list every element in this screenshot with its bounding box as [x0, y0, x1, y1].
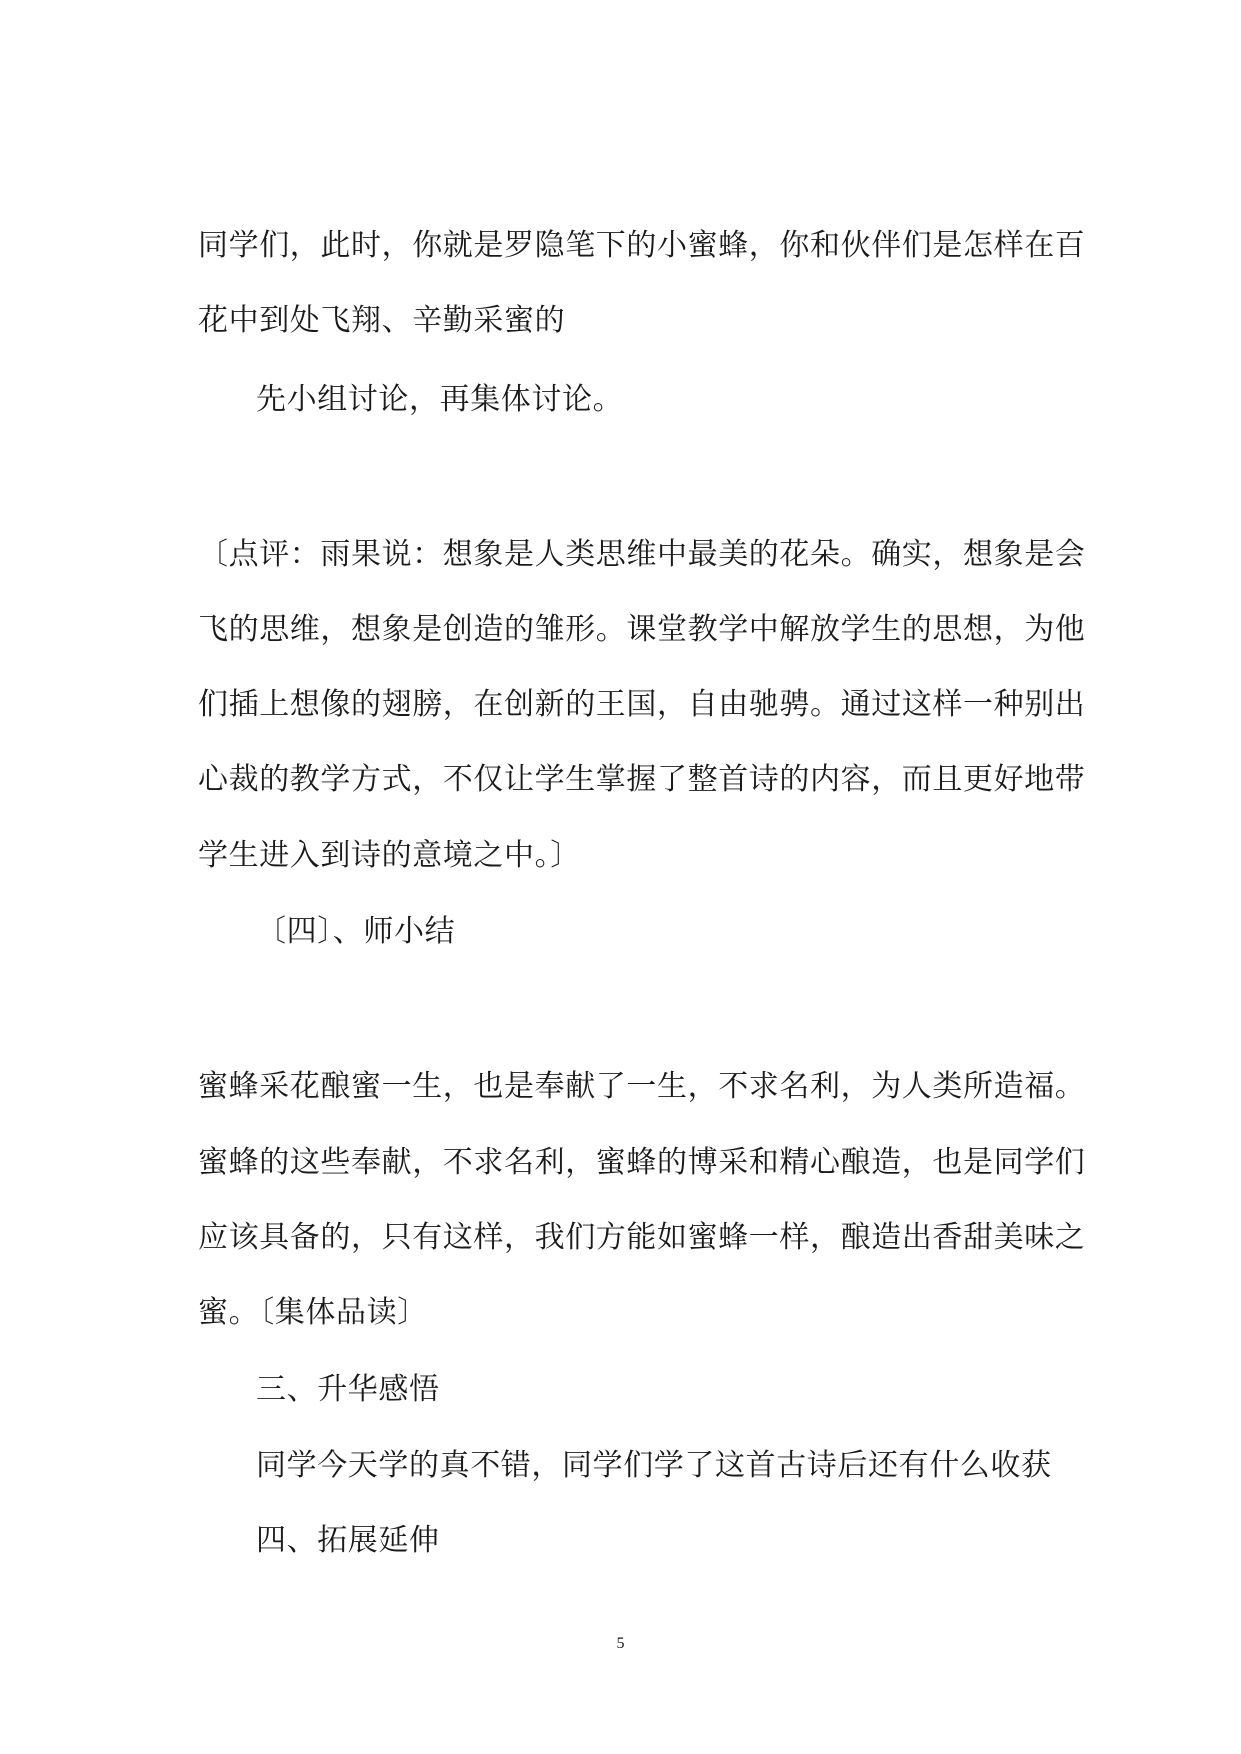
text-line: 先小组讨论，再集体讨论。 — [256, 382, 624, 417]
text-line: 蜜蜂的这些奉献，不求名利，蜜蜂的博采和精心酿造，也是同学们 — [198, 1145, 1086, 1180]
text-line: 同学们，此时，你就是罗隐笔下的小蜜蜂，你和伙伴们是怎样在百 — [198, 228, 1086, 263]
section-heading: 〔四〕、师小结 — [256, 914, 456, 949]
comment-line: 心裁的教学方式，不仅让学生掌握了整首诗的内容，而且更好地带 — [198, 762, 1086, 797]
section-heading: 三、升华感悟 — [256, 1372, 440, 1407]
page-number: 5 — [616, 1635, 625, 1652]
text-line: 蜜。〔集体品读〕 — [198, 1295, 428, 1330]
comment-line: 〔点评：雨果说：想象是人类思维中最美的花朵。确实，想象是会 — [198, 537, 1086, 572]
section-heading: 四、拓展延伸 — [256, 1523, 440, 1558]
text-line: 应该具备的，只有这样，我们方能如蜜蜂一样，酿造出香甜美味之 — [198, 1220, 1086, 1255]
comment-line: 们插上想像的翅膀，在创新的王国，自由驰骋。通过这样一种别出 — [198, 687, 1086, 722]
text-line: 花中到处飞翔、辛勤采蜜的 — [198, 303, 566, 338]
comment-line: 学生进入到诗的意境之中。〕 — [198, 838, 581, 873]
comment-line: 飞的思维，想象是创造的雏形。课堂教学中解放学生的思想，为他 — [198, 612, 1086, 647]
text-line: 同学今天学的真不错，同学们学了这首古诗后还有什么收获 — [256, 1448, 1052, 1483]
text-line: 蜜蜂采花酿蜜一生，也是奉献了一生，不求名利，为人类所造福。 — [198, 1069, 1086, 1104]
